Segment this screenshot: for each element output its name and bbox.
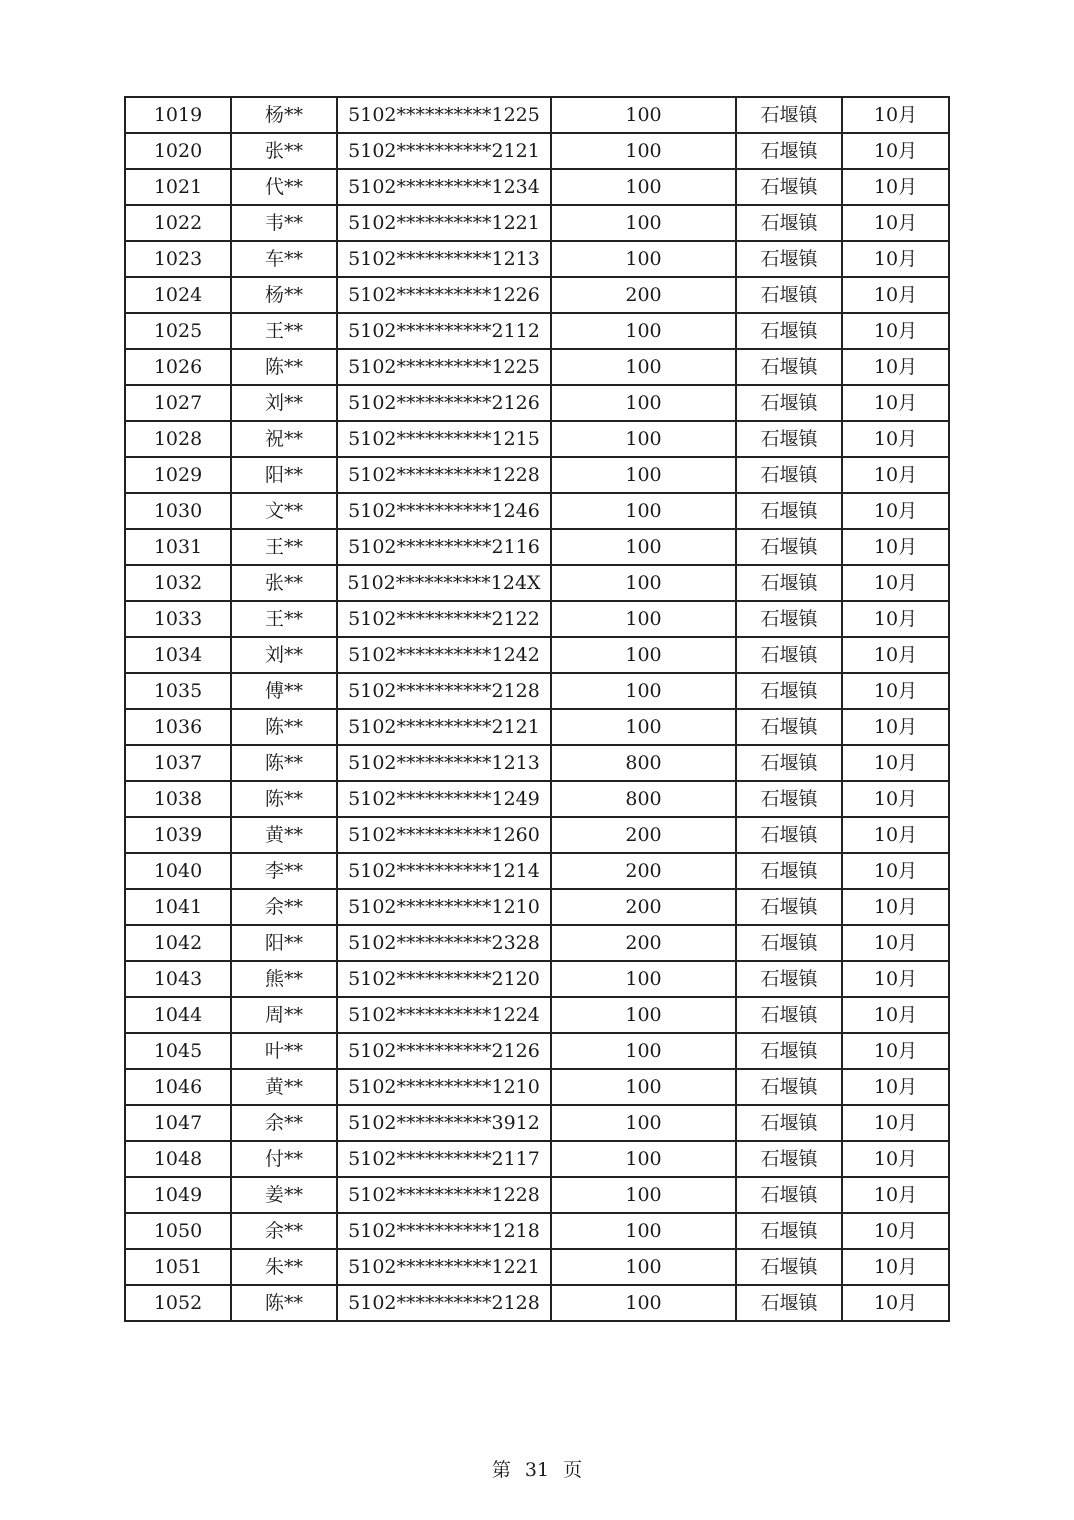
month-cell: 10月 (842, 781, 949, 817)
serial-number-cell: 1038 (125, 781, 231, 817)
table-row (125, 673, 949, 709)
serial-number-cell: 1032 (125, 565, 231, 601)
table-row (125, 817, 949, 853)
name-cell: 黄** (231, 1069, 337, 1105)
serial-number-cell: 1033 (125, 601, 231, 637)
name-cell: 文** (231, 493, 337, 529)
town-cell: 石堰镇 (736, 1249, 842, 1285)
id-number-cell: 5102**********2121 (337, 709, 551, 745)
serial-number-cell: 1047 (125, 1105, 231, 1141)
name-cell: 陈** (231, 709, 337, 745)
serial-number-cell: 1027 (125, 385, 231, 421)
month-cell: 10月 (842, 637, 949, 673)
serial-number-cell: 1035 (125, 673, 231, 709)
town-cell: 石堰镇 (736, 1177, 842, 1213)
town-cell: 石堰镇 (736, 421, 842, 457)
name-cell: 杨** (231, 97, 337, 133)
table-row (125, 385, 949, 421)
id-number-cell: 5102**********1249 (337, 781, 551, 817)
table-row (125, 565, 949, 601)
amount-cell: 100 (551, 169, 736, 205)
name-cell: 姜** (231, 1177, 337, 1213)
table-row (125, 1249, 949, 1285)
town-cell: 石堰镇 (736, 601, 842, 637)
month-cell: 10月 (842, 205, 949, 241)
amount-cell: 200 (551, 277, 736, 313)
amount-cell: 100 (551, 313, 736, 349)
table-row (125, 1177, 949, 1213)
amount-cell: 100 (551, 673, 736, 709)
id-number-cell: 5102**********2128 (337, 1285, 551, 1321)
table-row (125, 745, 949, 781)
table-row (125, 277, 949, 313)
town-cell: 石堰镇 (736, 853, 842, 889)
month-cell: 10月 (842, 997, 949, 1033)
town-cell: 石堰镇 (736, 457, 842, 493)
amount-cell: 100 (551, 1177, 736, 1213)
town-cell: 石堰镇 (736, 997, 842, 1033)
month-cell: 10月 (842, 349, 949, 385)
name-cell: 陈** (231, 781, 337, 817)
town-cell: 石堰镇 (736, 781, 842, 817)
name-cell: 李** (231, 853, 337, 889)
id-number-cell: 5102**********2121 (337, 133, 551, 169)
amount-cell: 100 (551, 421, 736, 457)
serial-number-cell: 1023 (125, 241, 231, 277)
town-cell: 石堰镇 (736, 133, 842, 169)
table-row (125, 853, 949, 889)
table-row (125, 1069, 949, 1105)
table-row (125, 97, 949, 133)
roster-table (124, 96, 950, 1322)
serial-number-cell: 1041 (125, 889, 231, 925)
id-number-cell: 5102**********2126 (337, 1033, 551, 1069)
name-cell: 陈** (231, 1285, 337, 1321)
name-cell: 车** (231, 241, 337, 277)
town-cell: 石堰镇 (736, 277, 842, 313)
month-cell: 10月 (842, 313, 949, 349)
table-row (125, 169, 949, 205)
month-cell: 10月 (842, 457, 949, 493)
table-row (125, 997, 949, 1033)
id-number-cell: 5102**********3912 (337, 1105, 551, 1141)
month-cell: 10月 (842, 97, 949, 133)
month-cell: 10月 (842, 1177, 949, 1213)
amount-cell: 200 (551, 925, 736, 961)
name-cell: 付** (231, 1141, 337, 1177)
id-number-cell: 5102**********1242 (337, 637, 551, 673)
name-cell: 余** (231, 889, 337, 925)
town-cell: 石堰镇 (736, 349, 842, 385)
serial-number-cell: 1019 (125, 97, 231, 133)
amount-cell: 100 (551, 601, 736, 637)
town-cell: 石堰镇 (736, 1141, 842, 1177)
name-cell: 阳** (231, 925, 337, 961)
table-row (125, 241, 949, 277)
town-cell: 石堰镇 (736, 1285, 842, 1321)
page-label-suffix: 页 (563, 1459, 583, 1481)
month-cell: 10月 (842, 925, 949, 961)
table-row (125, 1105, 949, 1141)
serial-number-cell: 1034 (125, 637, 231, 673)
town-cell: 石堰镇 (736, 565, 842, 601)
table-row (125, 421, 949, 457)
name-cell: 王** (231, 313, 337, 349)
month-cell: 10月 (842, 853, 949, 889)
table-row (125, 637, 949, 673)
table-row (125, 1141, 949, 1177)
table-row (125, 1285, 949, 1321)
id-number-cell: 5102**********2126 (337, 385, 551, 421)
serial-number-cell: 1028 (125, 421, 231, 457)
town-cell: 石堰镇 (736, 817, 842, 853)
month-cell: 10月 (842, 241, 949, 277)
serial-number-cell: 1024 (125, 277, 231, 313)
town-cell: 石堰镇 (736, 637, 842, 673)
amount-cell: 100 (551, 1105, 736, 1141)
table-row (125, 1213, 949, 1249)
month-cell: 10月 (842, 565, 949, 601)
town-cell: 石堰镇 (736, 1069, 842, 1105)
month-cell: 10月 (842, 529, 949, 565)
name-cell: 陈** (231, 349, 337, 385)
id-number-cell: 5102**********2128 (337, 673, 551, 709)
id-number-cell: 5102**********1214 (337, 853, 551, 889)
month-cell: 10月 (842, 889, 949, 925)
name-cell: 祝** (231, 421, 337, 457)
amount-cell: 100 (551, 97, 736, 133)
amount-cell: 100 (551, 529, 736, 565)
table-row (125, 133, 949, 169)
serial-number-cell: 1046 (125, 1069, 231, 1105)
id-number-cell: 5102**********1218 (337, 1213, 551, 1249)
id-number-cell: 5102**********1221 (337, 205, 551, 241)
amount-cell: 100 (551, 961, 736, 997)
page-number: 31 (524, 1459, 550, 1481)
serial-number-cell: 1044 (125, 997, 231, 1033)
serial-number-cell: 1051 (125, 1249, 231, 1285)
month-cell: 10月 (842, 1141, 949, 1177)
id-number-cell: 5102**********2328 (337, 925, 551, 961)
serial-number-cell: 1043 (125, 961, 231, 997)
roster-table-body (125, 97, 949, 1321)
month-cell: 10月 (842, 1033, 949, 1069)
name-cell: 黄** (231, 817, 337, 853)
month-cell: 10月 (842, 601, 949, 637)
id-number-cell: 5102**********1210 (337, 889, 551, 925)
amount-cell: 200 (551, 817, 736, 853)
amount-cell: 100 (551, 1069, 736, 1105)
id-number-cell: 5102**********1215 (337, 421, 551, 457)
month-cell: 10月 (842, 385, 949, 421)
serial-number-cell: 1029 (125, 457, 231, 493)
name-cell: 王** (231, 601, 337, 637)
town-cell: 石堰镇 (736, 205, 842, 241)
id-number-cell: 5102**********1221 (337, 1249, 551, 1285)
month-cell: 10月 (842, 421, 949, 457)
town-cell: 石堰镇 (736, 1033, 842, 1069)
amount-cell: 100 (551, 493, 736, 529)
name-cell: 张** (231, 133, 337, 169)
table-row (125, 1033, 949, 1069)
id-number-cell: 5102**********1213 (337, 241, 551, 277)
amount-cell: 100 (551, 457, 736, 493)
town-cell: 石堰镇 (736, 709, 842, 745)
id-number-cell: 5102**********2122 (337, 601, 551, 637)
table-row (125, 961, 949, 997)
id-number-cell: 5102**********2112 (337, 313, 551, 349)
month-cell: 10月 (842, 709, 949, 745)
serial-number-cell: 1036 (125, 709, 231, 745)
town-cell: 石堰镇 (736, 385, 842, 421)
name-cell: 刘** (231, 385, 337, 421)
serial-number-cell: 1042 (125, 925, 231, 961)
amount-cell: 100 (551, 997, 736, 1033)
month-cell: 10月 (842, 133, 949, 169)
amount-cell: 200 (551, 889, 736, 925)
name-cell: 代** (231, 169, 337, 205)
serial-number-cell: 1039 (125, 817, 231, 853)
name-cell: 熊** (231, 961, 337, 997)
table-row (125, 889, 949, 925)
month-cell: 10月 (842, 817, 949, 853)
name-cell: 叶** (231, 1033, 337, 1069)
table-row (125, 925, 949, 961)
month-cell: 10月 (842, 1285, 949, 1321)
town-cell: 石堰镇 (736, 1213, 842, 1249)
serial-number-cell: 1025 (125, 313, 231, 349)
id-number-cell: 5102**********1246 (337, 493, 551, 529)
town-cell: 石堰镇 (736, 673, 842, 709)
name-cell: 朱** (231, 1249, 337, 1285)
table-row (125, 493, 949, 529)
amount-cell: 100 (551, 637, 736, 673)
month-cell: 10月 (842, 1105, 949, 1141)
town-cell: 石堰镇 (736, 313, 842, 349)
serial-number-cell: 1049 (125, 1177, 231, 1213)
table-row (125, 457, 949, 493)
month-cell: 10月 (842, 1069, 949, 1105)
id-number-cell: 5102**********2116 (337, 529, 551, 565)
amount-cell: 800 (551, 781, 736, 817)
month-cell: 10月 (842, 673, 949, 709)
town-cell: 石堰镇 (736, 961, 842, 997)
amount-cell: 100 (551, 1033, 736, 1069)
town-cell: 石堰镇 (736, 529, 842, 565)
table-row (125, 529, 949, 565)
name-cell: 王** (231, 529, 337, 565)
name-cell: 余** (231, 1105, 337, 1141)
name-cell: 刘** (231, 637, 337, 673)
town-cell: 石堰镇 (736, 169, 842, 205)
town-cell: 石堰镇 (736, 493, 842, 529)
amount-cell: 800 (551, 745, 736, 781)
amount-cell: 100 (551, 205, 736, 241)
amount-cell: 100 (551, 709, 736, 745)
id-number-cell: 5102**********1213 (337, 745, 551, 781)
name-cell: 张** (231, 565, 337, 601)
serial-number-cell: 1030 (125, 493, 231, 529)
id-number-cell: 5102**********124X (337, 565, 551, 601)
serial-number-cell: 1026 (125, 349, 231, 385)
name-cell: 周** (231, 997, 337, 1033)
month-cell: 10月 (842, 169, 949, 205)
id-number-cell: 5102**********2117 (337, 1141, 551, 1177)
amount-cell: 100 (551, 565, 736, 601)
month-cell: 10月 (842, 961, 949, 997)
town-cell: 石堰镇 (736, 745, 842, 781)
name-cell: 阳** (231, 457, 337, 493)
month-cell: 10月 (842, 277, 949, 313)
id-number-cell: 5102**********1228 (337, 1177, 551, 1213)
table-row (125, 709, 949, 745)
month-cell: 10月 (842, 1213, 949, 1249)
serial-number-cell: 1050 (125, 1213, 231, 1249)
serial-number-cell: 1052 (125, 1285, 231, 1321)
serial-number-cell: 1037 (125, 745, 231, 781)
amount-cell: 100 (551, 133, 736, 169)
id-number-cell: 5102**********2120 (337, 961, 551, 997)
id-number-cell: 5102**********1234 (337, 169, 551, 205)
amount-cell: 100 (551, 1249, 736, 1285)
amount-cell: 100 (551, 385, 736, 421)
month-cell: 10月 (842, 493, 949, 529)
table-row (125, 601, 949, 637)
amount-cell: 100 (551, 1285, 736, 1321)
name-cell: 傅** (231, 673, 337, 709)
town-cell: 石堰镇 (736, 1105, 842, 1141)
id-number-cell: 5102**********1228 (337, 457, 551, 493)
amount-cell: 100 (551, 349, 736, 385)
table-row (125, 205, 949, 241)
town-cell: 石堰镇 (736, 925, 842, 961)
amount-cell: 100 (551, 1141, 736, 1177)
table-row (125, 349, 949, 385)
table-row (125, 313, 949, 349)
serial-number-cell: 1022 (125, 205, 231, 241)
table-row (125, 781, 949, 817)
page-footer (0, 1455, 1074, 1482)
town-cell: 石堰镇 (736, 241, 842, 277)
amount-cell: 100 (551, 1213, 736, 1249)
month-cell: 10月 (842, 1249, 949, 1285)
serial-number-cell: 1021 (125, 169, 231, 205)
town-cell: 石堰镇 (736, 889, 842, 925)
amount-cell: 100 (551, 241, 736, 277)
name-cell: 余** (231, 1213, 337, 1249)
serial-number-cell: 1045 (125, 1033, 231, 1069)
id-number-cell: 5102**********1225 (337, 97, 551, 133)
amount-cell: 200 (551, 853, 736, 889)
id-number-cell: 5102**********1210 (337, 1069, 551, 1105)
page-label-prefix: 第 (491, 1459, 511, 1481)
serial-number-cell: 1031 (125, 529, 231, 565)
month-cell: 10月 (842, 745, 949, 781)
serial-number-cell: 1048 (125, 1141, 231, 1177)
id-number-cell: 5102**********1225 (337, 349, 551, 385)
name-cell: 韦** (231, 205, 337, 241)
id-number-cell: 5102**********1260 (337, 817, 551, 853)
name-cell: 杨** (231, 277, 337, 313)
id-number-cell: 5102**********1226 (337, 277, 551, 313)
serial-number-cell: 1040 (125, 853, 231, 889)
roster-table-container (124, 96, 950, 1322)
serial-number-cell: 1020 (125, 133, 231, 169)
name-cell: 陈** (231, 745, 337, 781)
id-number-cell: 5102**********1224 (337, 997, 551, 1033)
town-cell: 石堰镇 (736, 97, 842, 133)
